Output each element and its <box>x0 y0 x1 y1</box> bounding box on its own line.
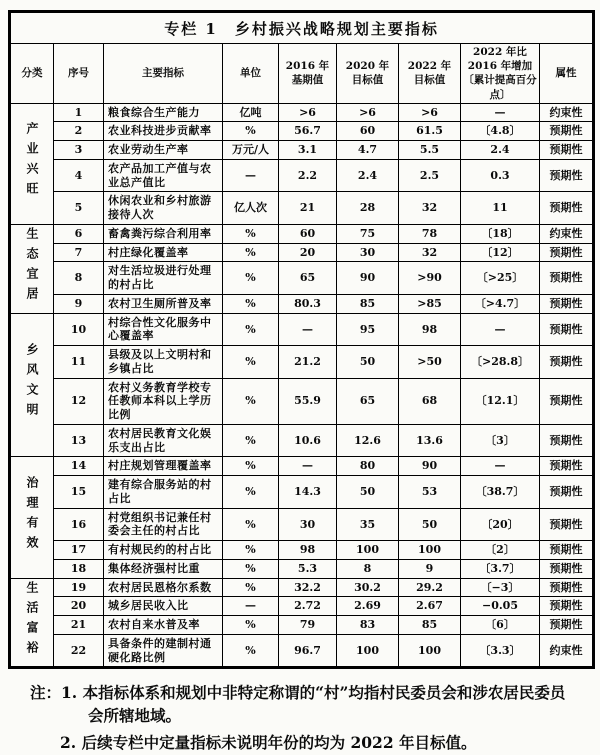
cell-2016: 56.7 <box>279 122 337 141</box>
cell-2022: 2.5 <box>399 159 461 192</box>
cell-2020: 12.6 <box>337 424 399 457</box>
cell-2016: 21.2 <box>279 346 337 379</box>
col-header-indicator: 主要指标 <box>104 44 223 104</box>
cell-increase: 〔>28.8〕 <box>461 346 540 379</box>
document-page <box>0 10 600 753</box>
cell-2016: 60 <box>279 224 337 243</box>
header-row <box>10 44 594 104</box>
table-row <box>10 508 594 541</box>
cell-2016: — <box>279 457 337 476</box>
cell-unit: % <box>223 634 279 668</box>
cell-indicator: 建有综合服务站的村占比 <box>104 476 223 509</box>
cell-increase: 〔4.8〕 <box>461 122 540 141</box>
cell-attr: 预期性 <box>540 243 594 262</box>
cell-increase: — <box>461 313 540 346</box>
cell-indicator: 具备条件的建制村通硬化路比例 <box>104 634 223 668</box>
cell-unit: % <box>223 243 279 262</box>
category-label: 乡风文明 <box>25 343 39 424</box>
cell-increase: 0.3 <box>461 159 540 192</box>
cell-increase: 〔12〕 <box>461 243 540 262</box>
table-row <box>10 597 594 616</box>
cell-indicator: 粮食综合生产能力 <box>104 103 223 122</box>
cell-no: 12 <box>54 378 104 424</box>
cell-no: 15 <box>54 476 104 509</box>
cell-attr: 预期性 <box>540 457 594 476</box>
cell-2016: >6 <box>279 103 337 122</box>
cell-indicator: 农村义务教育学校专任教师本科以上学历比例 <box>104 378 223 424</box>
cell-no: 13 <box>54 424 104 457</box>
cell-no: 21 <box>54 616 104 635</box>
cell-unit: 万元/人 <box>223 141 279 160</box>
cell-2016: 14.3 <box>279 476 337 509</box>
cell-2020: 83 <box>337 616 399 635</box>
col-header-no: 序号 <box>54 44 104 104</box>
cell-indicator: 县级及以上文明村和乡镇占比 <box>104 346 223 379</box>
cell-2016: 2.2 <box>279 159 337 192</box>
cell-2016: 80.3 <box>279 294 337 313</box>
cell-2022: 9 <box>399 559 461 578</box>
cell-no: 4 <box>54 159 104 192</box>
cell-no: 16 <box>54 508 104 541</box>
table-row <box>10 378 594 424</box>
table-row <box>10 578 594 597</box>
category-cell <box>10 457 54 578</box>
table-row <box>10 476 594 509</box>
cell-indicator: 农产品加工产值与农业总产值比 <box>104 159 223 192</box>
cell-attr: 预期性 <box>540 508 594 541</box>
cell-increase: 〔2〕 <box>461 541 540 560</box>
cell-increase: 〔12.1〕 <box>461 378 540 424</box>
cell-no: 19 <box>54 578 104 597</box>
cell-increase: 〔38.7〕 <box>461 476 540 509</box>
cell-no: 8 <box>54 262 104 295</box>
cell-indicator: 城乡居民收入比 <box>104 597 223 616</box>
cell-2016: 32.2 <box>279 578 337 597</box>
cell-no: 9 <box>54 294 104 313</box>
cell-increase: 〔20〕 <box>461 508 540 541</box>
cell-increase: — <box>461 103 540 122</box>
cell-attr: 预期性 <box>540 597 594 616</box>
cell-unit: % <box>223 424 279 457</box>
col-header-2020: 2020 年 目标值 <box>337 44 399 104</box>
cell-attr: 预期性 <box>540 616 594 635</box>
cell-indicator: 农村居民教育文化娱乐支出占比 <box>104 424 223 457</box>
cell-indicator: 农业劳动生产率 <box>104 141 223 160</box>
cell-2020: 2.69 <box>337 597 399 616</box>
cell-2022: 29.2 <box>399 578 461 597</box>
cell-no: 1 <box>54 103 104 122</box>
cell-2020: 35 <box>337 508 399 541</box>
cell-2022: 100 <box>399 634 461 668</box>
cell-indicator: 农村自来水普及率 <box>104 616 223 635</box>
cell-2020: 50 <box>337 346 399 379</box>
cell-increase: 〔6〕 <box>461 616 540 635</box>
category-label: 治理有效 <box>25 475 39 556</box>
cell-unit: % <box>223 313 279 346</box>
cell-unit: % <box>223 294 279 313</box>
cell-attr: 约束性 <box>540 103 594 122</box>
cell-2020: 85 <box>337 294 399 313</box>
cell-2016: 20 <box>279 243 337 262</box>
cell-2022: 13.6 <box>399 424 461 457</box>
cell-2022: >90 <box>399 262 461 295</box>
cell-2022: 100 <box>399 541 461 560</box>
cell-2020: 30.2 <box>337 578 399 597</box>
cell-increase: 〔>4.7〕 <box>461 294 540 313</box>
cell-unit: % <box>223 378 279 424</box>
cell-increase: 〔3〕 <box>461 424 540 457</box>
cell-increase: 〔−3〕 <box>461 578 540 597</box>
cell-2016: 3.1 <box>279 141 337 160</box>
cell-2016: 79 <box>279 616 337 635</box>
cell-unit: % <box>223 122 279 141</box>
col-header-attr: 属性 <box>540 44 594 104</box>
cell-no: 11 <box>54 346 104 379</box>
title-row <box>10 12 594 44</box>
cell-indicator: 村庄绿化覆盖率 <box>104 243 223 262</box>
cell-attr: 预期性 <box>540 559 594 578</box>
cell-2020: >6 <box>337 103 399 122</box>
cell-2016: 96.7 <box>279 634 337 668</box>
cell-unit: % <box>223 224 279 243</box>
cell-no: 18 <box>54 559 104 578</box>
cell-unit: % <box>223 559 279 578</box>
notes-label: 注： <box>30 683 62 703</box>
category-label: 生活富裕 <box>25 580 39 661</box>
category-cell <box>10 224 54 313</box>
table-row <box>10 541 594 560</box>
cell-unit: % <box>223 457 279 476</box>
table-row <box>10 192 594 225</box>
cell-2022: 2.67 <box>399 597 461 616</box>
note-1 <box>30 682 574 727</box>
cell-2020: 75 <box>337 224 399 243</box>
cell-attr: 预期性 <box>540 378 594 424</box>
cell-2020: 95 <box>337 313 399 346</box>
cell-no: 20 <box>54 597 104 616</box>
cell-2022: >50 <box>399 346 461 379</box>
table-row <box>10 457 594 476</box>
cell-no: 17 <box>54 541 104 560</box>
table-row <box>10 424 594 457</box>
cell-increase: 〔3.3〕 <box>461 634 540 668</box>
cell-attr: 预期性 <box>540 313 594 346</box>
cell-2020: 8 <box>337 559 399 578</box>
cell-attr: 约束性 <box>540 634 594 668</box>
cell-indicator: 村党组织书记兼任村委会主任的村占比 <box>104 508 223 541</box>
cell-indicator: 村庄规划管理覆盖率 <box>104 457 223 476</box>
note-2: 2. 后续专栏中定量指标未说明年份的均为 2022 年目标值。 <box>60 733 477 753</box>
cell-2016: 5.3 <box>279 559 337 578</box>
cell-increase: −0.05 <box>461 597 540 616</box>
table-row <box>10 122 594 141</box>
cell-unit: % <box>223 541 279 560</box>
col-header-2016: 2016 年 基期值 <box>279 44 337 104</box>
cell-2016: 65 <box>279 262 337 295</box>
cell-attr: 预期性 <box>540 541 594 560</box>
cell-2020: 60 <box>337 122 399 141</box>
cell-2022: 85 <box>399 616 461 635</box>
cell-attr: 预期性 <box>540 159 594 192</box>
cell-unit: 亿人次 <box>223 192 279 225</box>
cell-unit: — <box>223 597 279 616</box>
cell-no: 10 <box>54 313 104 346</box>
cell-2022: 53 <box>399 476 461 509</box>
cell-2020: 50 <box>337 476 399 509</box>
cell-2016: — <box>279 313 337 346</box>
cell-attr: 约束性 <box>540 224 594 243</box>
cell-2020: 28 <box>337 192 399 225</box>
cell-2022: >85 <box>399 294 461 313</box>
table-row <box>10 559 594 578</box>
table-row <box>10 634 594 668</box>
table-row <box>10 262 594 295</box>
cell-indicator: 对生活垃圾进行处理的村占比 <box>104 262 223 295</box>
cell-2022: 68 <box>399 378 461 424</box>
cell-2022: 50 <box>399 508 461 541</box>
cell-2016: 2.72 <box>279 597 337 616</box>
cell-2020: 30 <box>337 243 399 262</box>
cell-2016: 30 <box>279 508 337 541</box>
cell-unit: 亿吨 <box>223 103 279 122</box>
cell-attr: 预期性 <box>540 346 594 379</box>
cell-2020: 80 <box>337 457 399 476</box>
cell-unit: % <box>223 616 279 635</box>
cell-increase: 11 <box>461 192 540 225</box>
cell-2022: 98 <box>399 313 461 346</box>
cell-2016: 10.6 <box>279 424 337 457</box>
cell-attr: 预期性 <box>540 122 594 141</box>
cell-2020: 65 <box>337 378 399 424</box>
cell-indicator: 有村规民约的村占比 <box>104 541 223 560</box>
cell-2016: 55.9 <box>279 378 337 424</box>
cell-2016: 21 <box>279 192 337 225</box>
cell-attr: 预期性 <box>540 424 594 457</box>
cell-increase: 〔3.7〕 <box>461 559 540 578</box>
cell-indicator: 休闲农业和乡村旅游接待人次 <box>104 192 223 225</box>
category-cell <box>10 578 54 668</box>
col-header-2022: 2022 年 目标值 <box>399 44 461 104</box>
cell-unit: — <box>223 159 279 192</box>
cell-2022: 78 <box>399 224 461 243</box>
cell-2020: 100 <box>337 541 399 560</box>
col-header-unit: 单位 <box>223 44 279 104</box>
table-row <box>10 346 594 379</box>
category-cell <box>10 103 54 224</box>
cell-increase: — <box>461 457 540 476</box>
cell-2022: 32 <box>399 192 461 225</box>
cell-2020: 100 <box>337 634 399 668</box>
cell-no: 2 <box>54 122 104 141</box>
cell-unit: % <box>223 262 279 295</box>
cell-indicator: 村综合性文化服务中心覆盖率 <box>104 313 223 346</box>
cell-no: 5 <box>54 192 104 225</box>
cell-attr: 预期性 <box>540 294 594 313</box>
cell-indicator: 农村居民恩格尔系数 <box>104 578 223 597</box>
cell-2022: >6 <box>399 103 461 122</box>
cell-2022: 61.5 <box>399 122 461 141</box>
table-row <box>10 224 594 243</box>
cell-no: 7 <box>54 243 104 262</box>
table-row <box>10 141 594 160</box>
cell-2020: 4.7 <box>337 141 399 160</box>
cell-attr: 预期性 <box>540 476 594 509</box>
notes-section <box>30 682 574 754</box>
table-row <box>10 294 594 313</box>
indicators-table <box>8 10 595 669</box>
category-cell <box>10 313 54 457</box>
cell-2016: 98 <box>279 541 337 560</box>
category-label: 产业兴旺 <box>25 121 39 202</box>
cell-2020: 90 <box>337 262 399 295</box>
note-1-text: 1. 本指标体系和规划中非特定称谓的“村”均指村民委员会和涉农居民委员会所辖地域。 <box>61 683 566 725</box>
cell-2022: 5.5 <box>399 141 461 160</box>
cell-no: 14 <box>54 457 104 476</box>
cell-indicator: 集体经济强村比重 <box>104 559 223 578</box>
table-row <box>10 159 594 192</box>
cell-indicator: 农村卫生厕所普及率 <box>104 294 223 313</box>
cell-increase: 〔18〕 <box>461 224 540 243</box>
cell-attr: 预期性 <box>540 578 594 597</box>
cell-2022: 32 <box>399 243 461 262</box>
cell-unit: % <box>223 578 279 597</box>
cell-indicator: 畜禽粪污综合利用率 <box>104 224 223 243</box>
col-header-increase: 2022 年比 2016 年增加〔累计提高百分点〕 <box>461 44 540 104</box>
table-row <box>10 103 594 122</box>
table-row <box>10 243 594 262</box>
cell-indicator: 农业科技进步贡献率 <box>104 122 223 141</box>
cell-increase: 2.4 <box>461 141 540 160</box>
cell-no: 3 <box>54 141 104 160</box>
table-row <box>10 313 594 346</box>
cell-increase: 〔>25〕 <box>461 262 540 295</box>
cell-unit: % <box>223 508 279 541</box>
category-label: 生态宜居 <box>25 226 39 307</box>
col-header-category: 分类 <box>10 44 54 104</box>
cell-attr: 预期性 <box>540 192 594 225</box>
cell-no: 6 <box>54 224 104 243</box>
cell-attr: 预期性 <box>540 262 594 295</box>
cell-2020: 2.4 <box>337 159 399 192</box>
cell-unit: % <box>223 346 279 379</box>
cell-unit: % <box>223 476 279 509</box>
table-title: 专栏 1 乡村振兴战略规划主要指标 <box>10 12 594 44</box>
cell-2022: 90 <box>399 457 461 476</box>
cell-no: 22 <box>54 634 104 668</box>
table-row <box>10 616 594 635</box>
cell-attr: 预期性 <box>540 141 594 160</box>
